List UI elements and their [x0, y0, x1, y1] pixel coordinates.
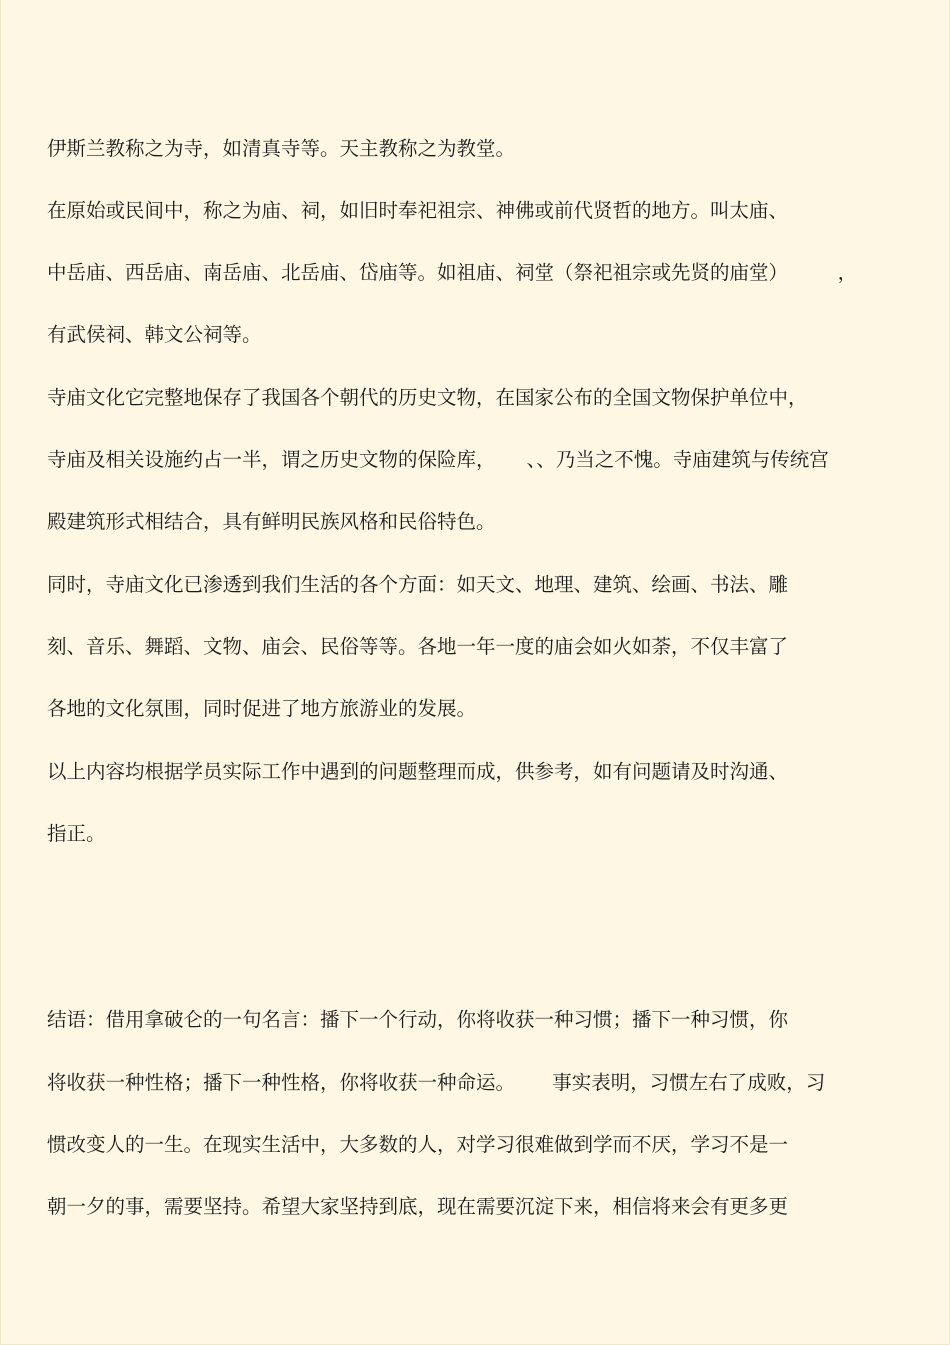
- text-line: 结语：借用拿破仑的一句名言：播下一个行动，你将收获一种习惯；播下一种习惯，你: [47, 1008, 789, 1031]
- text-line: 刻、音乐、舞蹈、文物、庙会、民俗等等。各地一年一度的庙会如火如荼，不仅丰富了: [47, 635, 789, 658]
- text-line: 将收获一种性格；播下一种性格，你将收获一种命运。 事实表明，习惯左右了成败，习: [47, 1071, 826, 1094]
- text-line: 寺庙及相关设施约占一半，谓之历史文物的保险库， 、、乃当之不愧。寺庙建筑与传统宫: [47, 448, 829, 471]
- text-line: 指正。: [47, 822, 106, 845]
- text-line: 寺庙文化它完整地保存了我国各个朝代的历史文物，在国家公布的全国文物保护单位中，: [47, 386, 808, 409]
- text-line: 各地的文化氛围，同时促进了地方旅游业的发展。: [47, 697, 477, 720]
- text-line: 朝一夕的事，需要坚持。希望大家坚持到底，现在需要沉淀下来，相信将来会有更多更: [47, 1195, 789, 1218]
- text-line: 殿建筑形式相结合，具有鲜明民族风格和民俗特色。: [47, 510, 496, 533]
- text-line: 同时，寺庙文化已渗透到我们生活的各个方面：如天文、地理、建筑、绘画、书法、雕: [47, 573, 789, 596]
- text-line: 伊斯兰教称之为寺，如清真寺等。天主教称之为教堂。: [47, 137, 516, 160]
- text-line: 有武侯祠、韩文公祠等。: [47, 323, 262, 346]
- text-line: 以上内容均根据学员实际工作中遇到的问题整理而成，供参考，如有问题请及时沟通、: [47, 760, 789, 783]
- text-line: 在原始或民间中，称之为庙、祠，如旧时奉祀祖宗、神佛或前代贤哲的地方。叫太庙、: [47, 199, 789, 222]
- text-line: 惯改变人的一生。在现实生活中，大多数的人，对学习很难做到学而不厌，学习不是一: [47, 1133, 789, 1156]
- text-line: 中岳庙、西岳庙、南岳庙、北岳庙、岱庙等。如祖庙、祠堂（祭祀祖宗或先贤的庙堂） ，: [47, 261, 858, 284]
